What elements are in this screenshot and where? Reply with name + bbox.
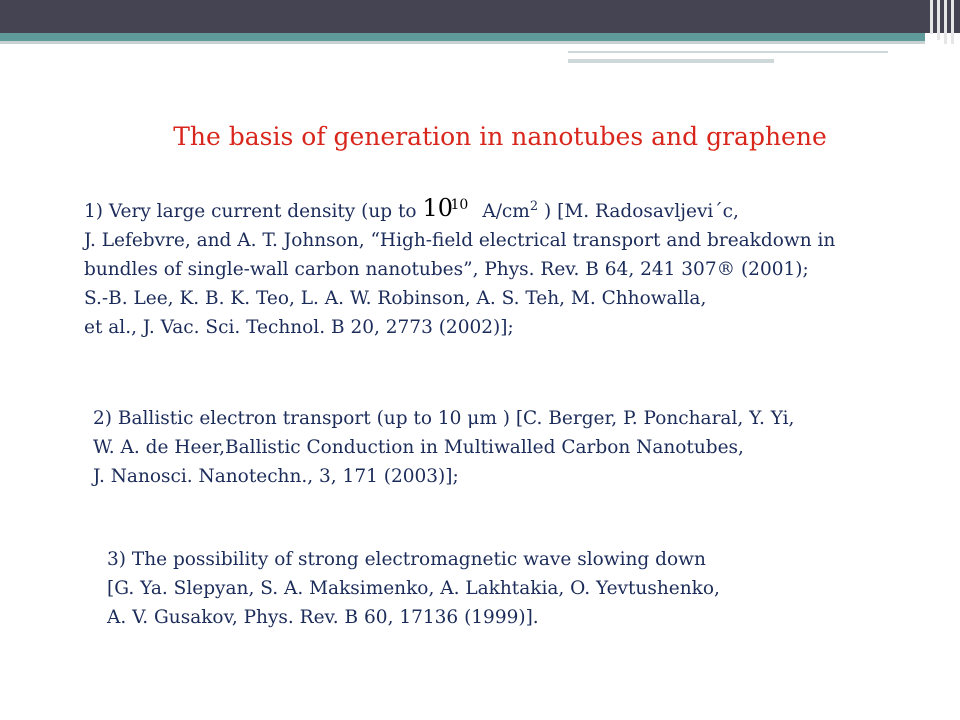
text-line: W. A. de Heer,Ballistic Conduction in Multiwalled Carbon Nanotubes, xyxy=(93,437,744,458)
text-line: J. Lefebvre, and A. T. Johnson, “High-field electrical transport and breakdown in xyxy=(84,230,836,251)
text-line: J. Nanosci. Nanotechn., 3, 171 (2003)]; xyxy=(93,466,459,487)
accent-stripe xyxy=(0,33,925,41)
text-line: 3) The possibility of strong electromagnetic wave slowing down xyxy=(107,549,706,570)
item-current-density: 1) Very large current density (up to 10 10 $A/cm^2$ ) [M. Radosavljevi´c, J. Lefebvre, and A. T. Johnson, “High-field electrical transport and breakdown in bundles of single-wall carbon nanotubes”, Phys. Rev. B 64, 241 307® (2001); S.-B. Lee, K. B. K. Teo, L. A. W. Robinson, A. S. Teh, M. Chhowalla, et al., J. Vac. Sci. Technol. B 20, 2773 (2002)]; xyxy=(84,192,835,342)
decorative-line xyxy=(568,59,774,63)
top-banner xyxy=(0,0,960,33)
corner-line xyxy=(930,0,933,34)
text-line: [G. Ya. Slepyan, S. A. Maksimenko, A. Lakhtakia, O. Yevtushenko, xyxy=(107,578,720,599)
text-line: 2) Ballistic electron transport (up to 10 μm ) [C. Berger, P. Poncharal, Y. Yi, xyxy=(93,408,795,429)
corner-line xyxy=(937,0,940,40)
accent-stripe-light xyxy=(0,41,925,44)
decorative-line xyxy=(568,51,888,53)
text-line: et al., J. Vac. Sci. Technol. B 20, 2773 (2002)]; xyxy=(84,317,514,338)
item-ballistic-transport xyxy=(93,404,794,491)
slide-title: The basis of generation in nanotubes and graphene xyxy=(173,122,827,151)
item-wave-slowing xyxy=(107,545,720,632)
corner-line xyxy=(944,0,947,44)
text-line: A. V. Gusakov, Phys. Rev. B 60, 17136 (1999)]. xyxy=(107,607,539,628)
text-line: bundles of single-wall carbon nanotubes”, Phys. Rev. B 64, 241 307® (2001); xyxy=(84,259,809,280)
corner-line xyxy=(951,0,954,44)
power-of-ten: 10 10 xyxy=(422,194,469,222)
text-line: S.-B. Lee, K. B. K. Teo, L. A. W. Robinson, A. S. Teh, M. Chhowalla, xyxy=(84,288,707,309)
